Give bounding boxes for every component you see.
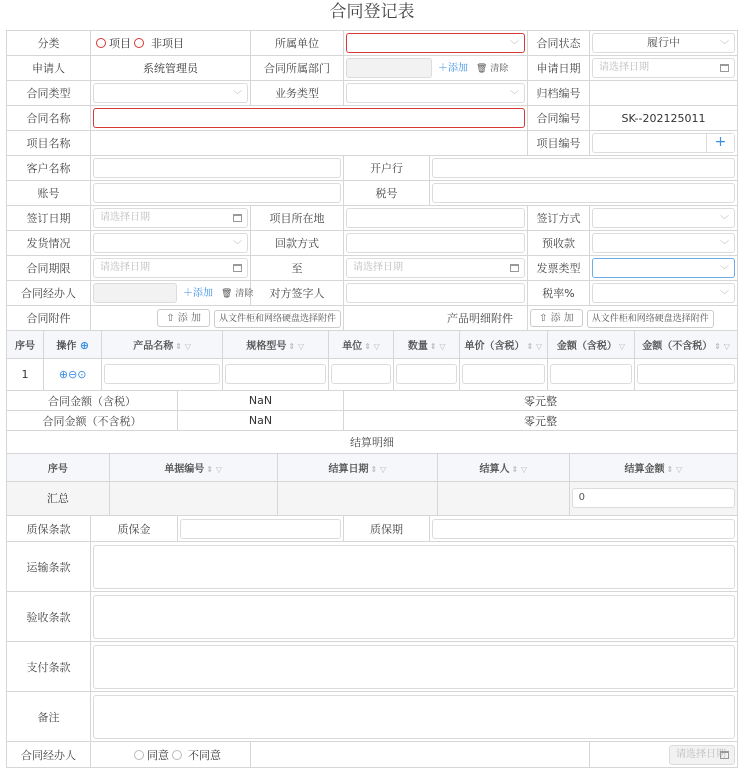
settlement-table xyxy=(7,454,737,515)
unit-label: 所属单位 xyxy=(251,31,344,56)
add-icon[interactable]: ⊕ xyxy=(58,367,69,381)
calendar-icon xyxy=(720,751,729,759)
col-amount-excl[interactable]: 金额（不含税） ⇕ ▽ xyxy=(635,331,737,358)
applicant-label: 申请人 xyxy=(7,56,91,81)
project-loc-input[interactable] xyxy=(346,208,525,228)
remark-label: 备注 xyxy=(7,692,91,742)
handler-label: 合同经办人 xyxy=(7,281,91,306)
settle-col-index: 序号 xyxy=(7,454,109,481)
sort-filter-icon: ⇕ ▽ xyxy=(206,464,222,474)
biz-type-select[interactable] xyxy=(346,83,525,103)
sort-filter-icon: ▽ xyxy=(618,341,626,351)
approval-date-input[interactable]: 请选择日期 xyxy=(669,745,735,765)
summary-amount: 0 xyxy=(572,488,735,508)
project-radio[interactable] xyxy=(96,38,106,48)
delivery-select[interactable] xyxy=(93,233,248,253)
period-label: 合同期限 xyxy=(7,256,91,281)
disagree-label: 不同意 xyxy=(188,748,221,762)
tax-rate-label: 税率% xyxy=(528,281,590,306)
signer-label: 对方签字人 xyxy=(251,281,344,306)
tax-no-label: 税号 xyxy=(344,181,430,206)
spec-input[interactable] xyxy=(225,364,326,384)
invoice-select[interactable] xyxy=(592,258,735,278)
plus-icon[interactable]: + xyxy=(706,134,734,152)
unit-price-input[interactable] xyxy=(462,364,545,384)
payment-label: 支付条款 xyxy=(7,642,91,692)
category-label: 分类 xyxy=(7,31,91,56)
row-ops xyxy=(44,358,102,390)
sort-filter-icon: ⇕ ▽ xyxy=(429,341,446,351)
project-no-input[interactable] xyxy=(592,133,735,153)
sort-filter-icon: ⇕ ▽ xyxy=(714,341,730,351)
col-product-name[interactable]: 产品名称 ⇕ ▽ xyxy=(102,331,222,358)
product-pick-button[interactable]: 从文件柜和网络硬盘选择附件 xyxy=(587,310,714,328)
sort-filter-icon: ⇕ ▽ xyxy=(364,341,380,351)
deposit-label: 质保金 xyxy=(91,516,178,542)
sign-date-input[interactable]: 请选择日期 xyxy=(93,208,248,228)
sort-filter-icon: ⇕ ▽ xyxy=(370,464,387,474)
upload-icon: ⇧ xyxy=(539,312,548,324)
col-ops: 操作 ⊕ xyxy=(44,331,102,358)
period-end-input[interactable]: 请选择日期 xyxy=(346,258,525,278)
payback-input[interactable] xyxy=(346,233,525,253)
add-row-icon[interactable]: ⊕ xyxy=(79,338,90,352)
calendar-icon xyxy=(720,64,729,72)
applicant-value: 系统管理员 xyxy=(91,56,251,81)
customer-input[interactable] xyxy=(93,158,341,178)
col-index: 序号 xyxy=(7,331,44,358)
product-name-input[interactable] xyxy=(104,364,219,384)
dept-input[interactable] xyxy=(346,58,432,78)
expand-icon[interactable]: ⊙ xyxy=(77,367,87,381)
amount-incl-input[interactable] xyxy=(550,364,633,384)
chevron-down-icon: ﹀ xyxy=(719,266,729,276)
transport-textarea[interactable] xyxy=(93,545,735,589)
settle-col-amount[interactable]: 结算金额 ⇕ ▽ xyxy=(569,454,737,481)
payback-label: 回款方式 xyxy=(251,231,344,256)
status-label: 合同状态 xyxy=(528,31,590,56)
total-excl-label: 合同金额（不含税） xyxy=(7,411,178,431)
deposit-input[interactable] xyxy=(180,519,341,539)
chevron-down-icon: ﹀ xyxy=(509,41,519,51)
chevron-down-icon: ﹀ xyxy=(232,91,242,101)
product-attach-label: 产品明细附件 xyxy=(344,306,528,331)
project-name-label: 项目名称 xyxy=(7,131,91,156)
approval-comment xyxy=(251,742,590,768)
signer-input[interactable] xyxy=(346,283,525,303)
non-project-radio[interactable] xyxy=(134,38,144,48)
disagree-radio[interactable] xyxy=(172,750,182,760)
bank-label: 开户行 xyxy=(344,156,430,181)
acceptance-textarea[interactable] xyxy=(93,595,735,639)
settle-col-doc-no[interactable]: 单据编号 ⇕ ▽ xyxy=(109,454,277,481)
col-qty[interactable]: 数量 ⇕ ▽ xyxy=(394,331,460,358)
attach-upload-button[interactable]: ⇧ 添 加 xyxy=(157,309,210,327)
handler-add-button[interactable]: ＋添加 xyxy=(183,288,213,299)
sort-filter-icon: ⇕ ▽ xyxy=(511,464,528,474)
non-project-radio-label: 非项目 xyxy=(151,37,184,50)
amount-excl-input[interactable] xyxy=(637,364,735,384)
settlement-title: 结算明细 xyxy=(7,431,738,454)
summary-label: 汇总 xyxy=(7,481,109,515)
col-spec[interactable]: 规格型号 ⇕ ▽ xyxy=(222,331,328,358)
apply-date-label: 申请日期 xyxy=(528,56,590,81)
attach-label: 合同附件 xyxy=(7,306,91,331)
invoice-label: 发票类型 xyxy=(528,256,590,281)
sort-filter-icon: ⇕ ▽ xyxy=(526,341,543,351)
total-incl-value: NaN xyxy=(178,391,344,411)
payment-textarea[interactable] xyxy=(93,645,735,689)
chevron-down-icon: ﹀ xyxy=(719,41,729,51)
total-excl-words: 零元整 xyxy=(344,411,738,431)
upload-icon: ⇧ xyxy=(166,312,175,324)
handler-input[interactable] xyxy=(93,283,177,303)
col-amount-incl[interactable]: 金额（含税） ▽ xyxy=(547,331,635,358)
chevron-down-icon: ﹀ xyxy=(719,241,729,251)
col-unit[interactable]: 单位 ⇕ ▽ xyxy=(328,331,394,358)
product-table xyxy=(7,331,737,390)
tax-rate-select[interactable] xyxy=(592,283,735,303)
total-incl-label: 合同金额（含税） xyxy=(7,391,178,411)
delivery-label: 发货情况 xyxy=(7,231,91,256)
table-row xyxy=(7,358,737,390)
contract-name-input[interactable] xyxy=(93,108,525,128)
apply-date-input[interactable]: 请选择日期 xyxy=(592,58,735,78)
prepay-select[interactable] xyxy=(592,233,735,253)
tax-no-input[interactable] xyxy=(432,183,735,203)
status-select[interactable] xyxy=(592,33,735,53)
attach-pick-button[interactable]: 从文件柜和网络硬盘选择附件 xyxy=(214,310,341,328)
chevron-down-icon: ﹀ xyxy=(719,291,729,301)
product-table-header xyxy=(7,331,737,358)
total-incl-words: 零元整 xyxy=(344,391,738,411)
calendar-icon xyxy=(233,264,242,272)
sign-date-label: 签订日期 xyxy=(7,206,91,231)
dept-label: 合同所属部门 xyxy=(251,56,344,81)
chevron-down-icon: ﹀ xyxy=(232,241,242,251)
period-start-input[interactable]: 请选择日期 xyxy=(93,258,248,278)
project-radio-label: 项目 xyxy=(109,37,131,50)
calendar-icon xyxy=(510,264,519,272)
warranty-period-input[interactable] xyxy=(432,519,735,539)
status-value: 履行中 xyxy=(647,36,680,49)
unit-input[interactable] xyxy=(331,364,392,384)
acceptance-label: 验收条款 xyxy=(7,592,91,642)
contract-form xyxy=(6,30,738,768)
remove-icon[interactable]: ⊖ xyxy=(68,367,78,381)
agree-label: 同意 xyxy=(147,748,169,762)
prepay-label: 预收款 xyxy=(528,231,590,256)
calendar-icon xyxy=(233,214,242,222)
settle-col-person[interactable]: 结算人 ⇕ ▽ xyxy=(438,454,569,481)
sign-method-label: 签订方式 xyxy=(528,206,590,231)
warranty-period-label: 质保期 xyxy=(344,516,430,542)
dept-add-button[interactable]: ＋添加 xyxy=(438,63,468,74)
sort-filter-icon: ⇕ ▽ xyxy=(288,341,305,351)
unit-select[interactable] xyxy=(346,33,525,53)
project-loc-label: 项目所在地 xyxy=(251,206,344,231)
project-name-value xyxy=(91,131,528,156)
account-label: 账号 xyxy=(7,181,91,206)
handler-clear-button[interactable]: 🗑 清除 xyxy=(221,289,254,299)
col-unit-price[interactable]: 单价（含税） ⇕ ▽ xyxy=(460,331,548,358)
dept-clear-button[interactable]: 🗑 清除 xyxy=(476,64,509,74)
warranty-label: 质保条款 xyxy=(7,516,91,542)
remark-textarea[interactable] xyxy=(93,695,735,739)
total-excl-value: NaN xyxy=(178,411,344,431)
customer-label: 客户名称 xyxy=(7,156,91,181)
contract-no-label: 合同编号 xyxy=(528,106,590,131)
row-index: 1 xyxy=(7,358,44,390)
product-upload-button[interactable]: ⇧ 添 加 xyxy=(530,309,583,327)
bank-input[interactable] xyxy=(432,158,735,178)
type-select[interactable] xyxy=(93,83,248,103)
transport-label: 运输条款 xyxy=(7,542,91,592)
project-no-label: 项目编号 xyxy=(528,131,590,156)
biz-type-label: 业务类型 xyxy=(251,81,344,106)
to-label: 至 xyxy=(251,256,344,281)
approver-label: 合同经办人 xyxy=(7,742,91,768)
qty-input[interactable] xyxy=(396,364,457,384)
chevron-down-icon: ﹀ xyxy=(509,91,519,101)
type-label: 合同类型 xyxy=(7,81,91,106)
page-title: 合同登记表 xyxy=(329,2,415,22)
agree-radio[interactable] xyxy=(134,750,144,760)
sort-filter-icon: ⇕ ▽ xyxy=(666,464,683,474)
account-input[interactable] xyxy=(93,183,341,203)
sort-filter-icon: ⇕ ▽ xyxy=(175,341,191,351)
contract-no-value: SK--202125011 xyxy=(590,106,738,131)
chevron-down-icon: ﹀ xyxy=(719,216,729,226)
contract-name-label: 合同名称 xyxy=(7,106,91,131)
sign-method-select[interactable] xyxy=(592,208,735,228)
archive-label: 归档编号 xyxy=(528,81,590,106)
settle-col-date[interactable]: 结算日期 ⇕ ▽ xyxy=(277,454,438,481)
archive-value xyxy=(590,81,738,106)
